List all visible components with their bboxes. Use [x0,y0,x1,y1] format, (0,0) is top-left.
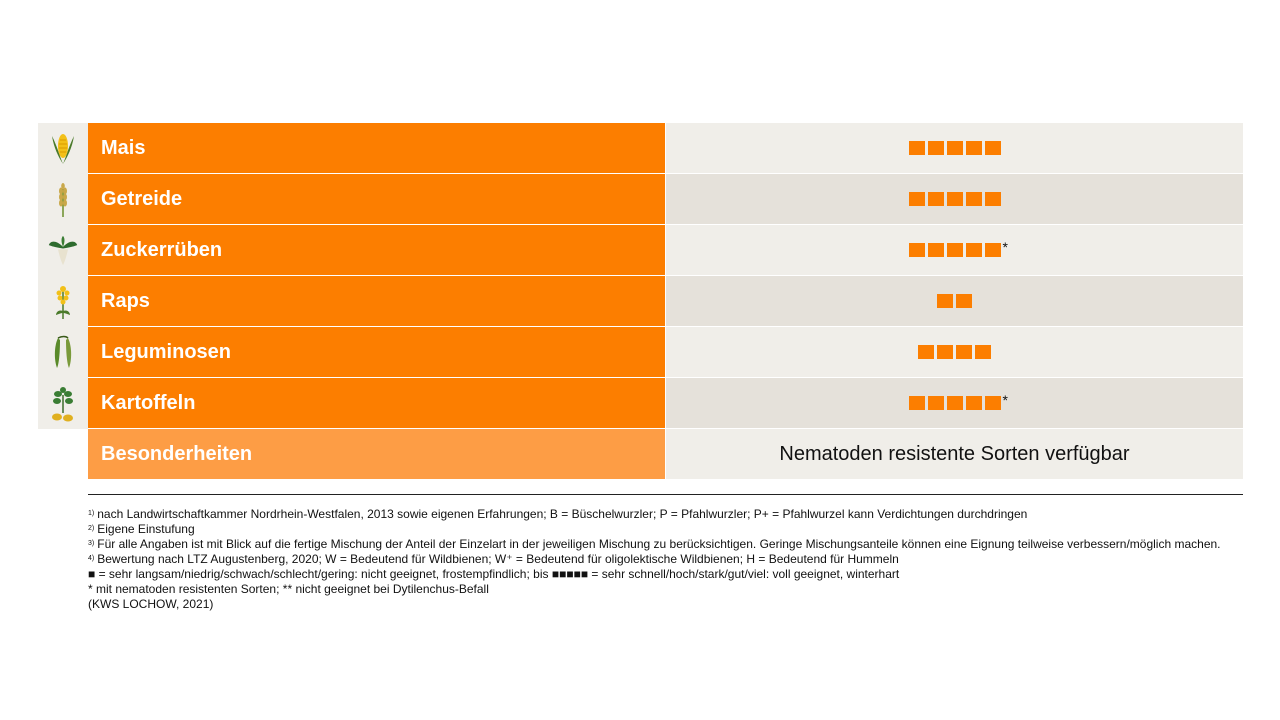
rating-square [937,345,953,359]
table-row [88,123,1243,173]
rating-square [947,141,963,155]
corn-icon [38,123,88,174]
footnote-stars: * mit nematoden resistenten Sorten; ** nicht geeignet bei Dytilenchus-Befall [88,582,489,596]
special-value-cell [666,429,1243,479]
rating-squares [909,141,1001,155]
crop-icon-column [38,123,88,429]
rating-cell [666,174,1243,224]
footnote-marker: 2) [88,525,95,532]
rating-square [928,192,944,206]
legume-pod-icon [38,327,88,378]
rating-square [947,192,963,206]
rating-footnote-mark: * [1002,239,1008,255]
rating-square [928,141,944,155]
rating-squares [937,294,972,308]
footnote-marker: 4) [88,555,95,562]
row-label: Mais [88,123,665,173]
table-row [88,378,1243,428]
rapeseed-icon [38,276,88,327]
rating-square [947,243,963,257]
table-row [88,174,1243,224]
rating-square [985,141,1001,155]
footnote-text: Eigene Einstufung [97,522,195,536]
table-row-special [88,429,1243,479]
rating-squares [909,239,1008,257]
rating-squares [918,345,991,359]
footnote-text: Für alle Angaben ist mit Blick auf die fertige Mischung der Anteil der Einzelart in der jeweiligen Mischung zu berücksichtigen. Geringe Mischungsanteile können eine Eignung teilweise verbessern/möglich machen. [97,537,1221,551]
rating-square [956,345,972,359]
rating-cell [666,276,1243,326]
rating-square [985,192,1001,206]
rating-cell [666,378,1243,428]
footnote-2 [88,522,1258,537]
row-label: Kartoffeln [88,378,665,428]
row-label: Getreide [88,174,665,224]
rating-square [966,243,982,257]
rating-square [918,345,934,359]
footnote-1 [88,507,1258,522]
footnotes [88,507,1258,612]
table-row [88,276,1243,326]
footnote-source: (KWS LOCHOW, 2021) [88,597,214,611]
rating-cell [666,327,1243,377]
row-label: Zuckerrüben [88,225,665,275]
wheat-icon [38,174,88,225]
rating-square [909,243,925,257]
crop-suitability-table [88,123,1243,480]
rating-square [928,243,944,257]
rating-square [909,396,925,410]
table-row [88,327,1243,377]
footnote-4 [88,552,1258,567]
row-label: Leguminosen [88,327,665,377]
sugar-beet-icon [38,225,88,276]
footnote-divider [88,494,1243,495]
rating-cell [666,123,1243,173]
rating-square [966,192,982,206]
rating-squares [909,192,1001,206]
table-row [88,225,1243,275]
rating-cell [666,225,1243,275]
rating-square [937,294,953,308]
rating-square [909,141,925,155]
rating-square [909,192,925,206]
footnote-text: nach Landwirtschaftkammer Nordrhein-Westfalen, 2013 sowie eigenen Erfahrungen; B = Büschelwurzler; P = Pfahlwurzler; P+ = Pfahlwurzel kann Verdichtungen durchdringen [97,507,1028,521]
footnote-marker: 3) [88,540,95,547]
rating-square [947,396,963,410]
rating-square [985,243,1001,257]
rating-square [966,396,982,410]
rating-square [975,345,991,359]
rating-footnote-mark: * [1002,392,1008,408]
special-label: Besonderheiten [88,429,665,479]
rating-square [956,294,972,308]
rating-square [966,141,982,155]
footnote-marker: 1) [88,510,95,517]
footnote-text: Bewertung nach LTZ Augustenberg, 2020; W = Bedeutend für Wildbienen; W⁺ = Bedeutend für oligolektische Wildbienen; H = Bedeutend für Hummeln [97,552,899,566]
row-label: Raps [88,276,665,326]
footnote-legend: ■ = sehr langsam/niedrig/schwach/schlecht/gering: nicht geeignet, frostempfindlich; bis ■■■■■ = sehr schnell/hoch/stark/gut/viel: voll geeignet, winterhart [88,567,900,581]
footnote-3 [88,537,1258,552]
potato-plant-icon [38,378,88,429]
rating-square [985,396,1001,410]
special-value: Nematoden resistente Sorten verfügbar [779,442,1130,465]
rating-squares [909,392,1008,410]
rating-square [928,396,944,410]
